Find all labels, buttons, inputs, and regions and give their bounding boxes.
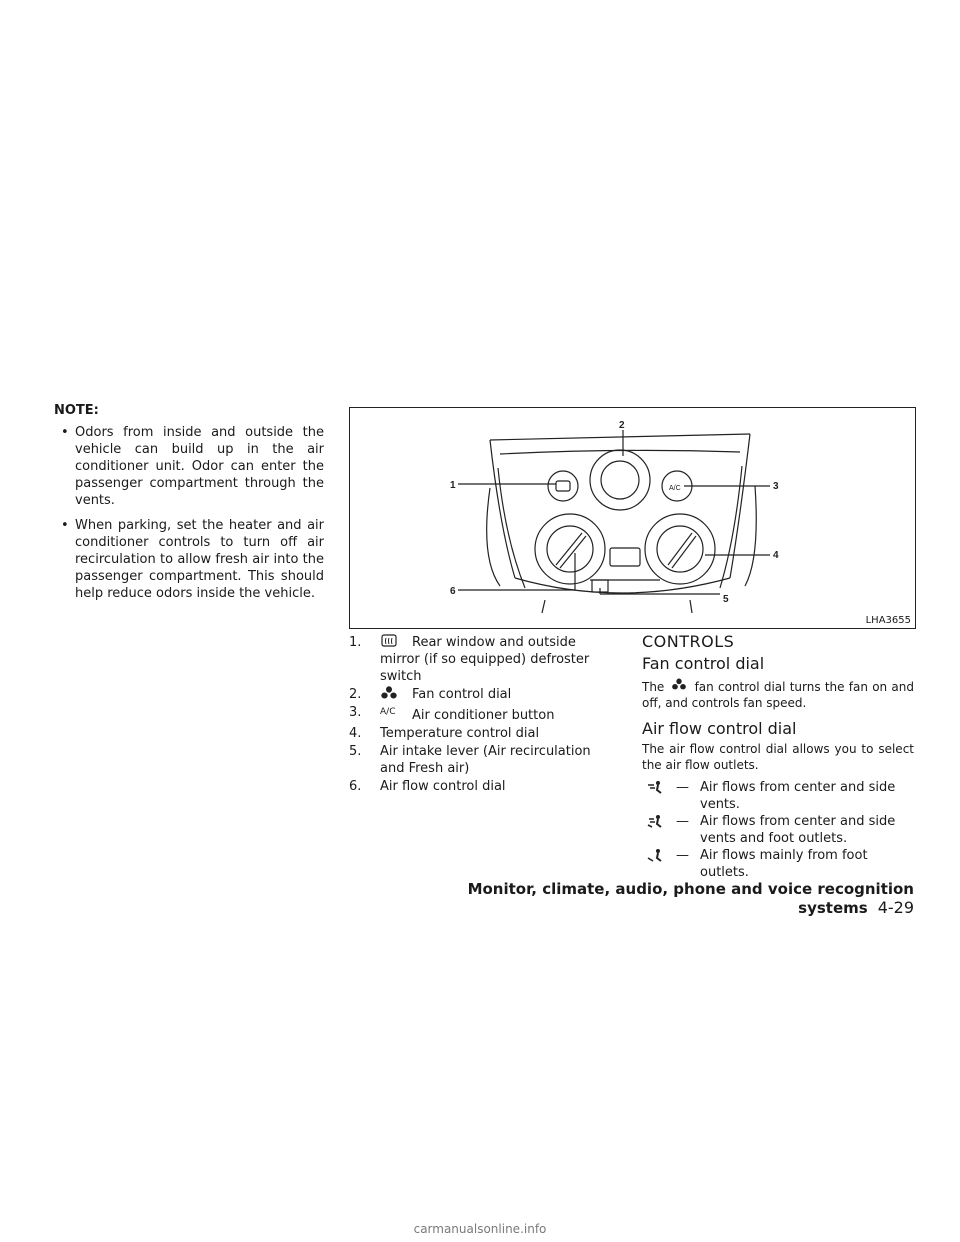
callout-2: 2 [619, 420, 625, 431]
page-number: 4-29 [877, 898, 914, 917]
note-bullets [54, 424, 324, 610]
list-text: Air flow control dial [380, 779, 506, 794]
ac-button-label: A/C [669, 485, 681, 492]
note-bullet: • When parking, set the heater and air conditioner controls to turn off air recirculation to allow fresh air into the passenger compartment. This should help reduce odors inside the vehicle. [54, 517, 324, 602]
defroster-icon [380, 634, 398, 648]
list-text: Fan control dial [412, 687, 512, 702]
fan-dial-text [642, 678, 914, 711]
callout-1: 1 [450, 480, 456, 491]
fan-icon [380, 686, 398, 700]
dash: — [676, 848, 689, 863]
note-title: NOTE: [54, 403, 99, 418]
climate-control-figure [349, 407, 916, 629]
list-item [349, 743, 609, 777]
list-number: 2. [349, 687, 362, 702]
climate-panel-illustration [350, 408, 915, 628]
callout-5: 5 [723, 594, 729, 605]
callout-6: 6 [450, 586, 456, 597]
airflow-mode-text: Air flows from center and side vents and foot outlets. [700, 814, 896, 846]
figure-code: LHA3655 [865, 615, 911, 626]
controls-heading: CONTROLS [642, 632, 735, 651]
airflow-mode-text: Air flows mainly from foot outlets. [700, 848, 868, 880]
controls-section [642, 634, 914, 881]
dash: — [676, 814, 689, 829]
ac-icon: A/C [380, 707, 396, 717]
airflow-dial-heading: Air flow control dial [642, 719, 797, 738]
airflow-mode-item [642, 813, 914, 847]
list-text: Air conditioner button [412, 708, 555, 723]
list-text: Temperature control dial [380, 726, 540, 741]
airflow-mode-item [642, 779, 914, 813]
fan-text-after: fan control dial turns the fan on and off, and controls fan speed. [642, 680, 914, 710]
list-item [349, 725, 609, 742]
bilevel-mode-icon [646, 814, 664, 829]
list-text: Rear window and outside mirror (if so equipped) defroster switch [380, 635, 590, 684]
list-item [349, 634, 609, 685]
list-number: 4. [349, 726, 362, 741]
dash: — [676, 780, 689, 795]
list-item [349, 704, 609, 724]
list-item [349, 778, 609, 795]
fan-text-before: The [642, 680, 665, 694]
list-number: 3. [349, 705, 362, 720]
list-number: 6. [349, 779, 362, 794]
list-number: 1. [349, 635, 362, 650]
section-title: Monitor, climate, audio, phone and voice recognition systems [467, 880, 914, 917]
airflow-intro: The air flow control dial allows you to select the air flow outlets. [642, 742, 914, 772]
page-footer [420, 880, 914, 917]
vent-mode-icon [646, 780, 664, 795]
list-text: Air intake lever (Air recirculation and Fresh air) [380, 744, 591, 776]
callout-4: 4 [773, 550, 779, 561]
note-bullet: • Odors from inside and outside the vehicle can build up in the air conditioner unit. Odor can enter the passenger compartment through the vents. [54, 424, 324, 509]
list-number: 5. [349, 744, 362, 759]
callout-3: 3 [773, 481, 779, 492]
airflow-mode-text: Air flows from center and side vents. [700, 780, 896, 812]
foot-mode-icon [646, 848, 664, 863]
fan-dial-heading: Fan control dial [642, 654, 765, 673]
fan-icon [671, 678, 687, 691]
list-item [349, 686, 609, 703]
watermark: carmanualsonline.info [413, 1222, 547, 1236]
airflow-mode-item [642, 847, 914, 881]
legend-list [349, 634, 609, 796]
